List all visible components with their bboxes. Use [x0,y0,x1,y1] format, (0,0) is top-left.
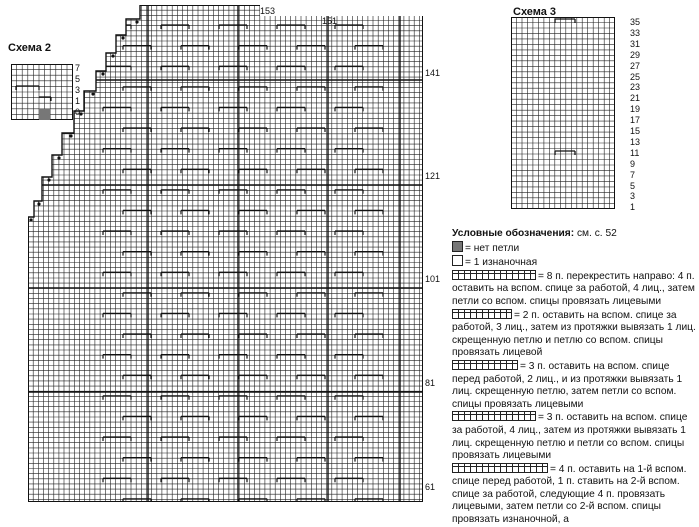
legend-item-text: = 8 п. перекрестить направо: 4 п. оставить на вспом. спице за работой, 4 лиц., затем петли со вспом. спицы провязать лицевыми [452,270,695,307]
scheme-3-row-29: 29 [630,49,641,60]
scheme-3-title: Схема 3 [513,6,557,18]
cable-4-symbol-icon [452,463,548,473]
legend-item-cable-2 [452,309,696,360]
legend-item-cable-8 [452,270,696,309]
scheme-2-chart [11,64,73,120]
scheme-3-row-17: 17 [630,115,641,126]
scheme-3-row-19: 19 [630,104,641,115]
legend-title: Условные обозначения: [452,228,575,239]
scheme-2-row-3: 3 [75,85,81,95]
scheme-1a-chart [28,5,423,502]
scheme-1a-row-151: 151 [322,16,338,26]
scheme-1a-row-61: 61 [425,482,436,492]
legend-item-text: = 3 п. оставить на вспом. спице за работой, 4 лиц., затем из протяжки вывязать 1 лиц. скрещенную петлю и петли со вспом. спицы провязать лицевыми [452,412,688,462]
scheme-1a-row-121: 121 [425,171,441,181]
scheme-2-title: Схема 2 [8,42,52,54]
legend-ref: см. с. 52 [574,228,617,239]
legend-item-text: = нет петли [465,242,520,254]
scheme-3-row-1: 1 [630,202,636,213]
legend-item-purl [452,255,696,270]
grid-lines [511,17,615,209]
scheme-3-row-7: 7 [630,169,636,180]
cable-crossings [103,25,383,502]
cable-2-symbol-icon [452,309,512,319]
scheme-3-row-33: 33 [630,27,641,38]
scheme-3-row-25: 25 [630,71,641,82]
legend-item-text: = 2 п. оставить на вспом. спице за работой, 3 лиц., затем из протяжки вывязать 1 лиц. скрещенную петлю и петлю со вспом. спицы провязать лицевой [452,309,696,359]
scheme-3-grid [511,17,615,209]
scheme-3-row-21: 21 [630,93,641,104]
scheme-3-row-3: 3 [630,191,636,202]
scheme-2-row-0: 0 [75,107,81,117]
legend-item-cable-3b [452,411,696,462]
purl-symbol-icon [452,255,463,266]
legend-item-text: = 1 изнаночная [465,257,538,269]
scheme-3-row-9: 9 [630,158,636,169]
scheme-3-row-31: 31 [630,38,641,49]
scheme-2-grid [11,64,73,120]
cable-3b-symbol-icon [452,411,536,421]
scheme-3-row-13: 13 [630,136,641,147]
scheme-3-row-23: 23 [630,82,641,93]
scheme-3-row-35: 35 [630,17,641,27]
legend [452,228,696,527]
scheme-1a-row-101: 101 [425,274,441,284]
scheme-3-row-11: 11 [630,147,640,158]
scheme-3-row-27: 27 [630,60,641,71]
legend-item-cable-4 [452,463,696,527]
no-loop-cell [39,109,50,120]
scheme-2-row-1: 1 [75,96,81,106]
no-loop-symbol-icon [452,241,463,252]
cable-3a-symbol-icon [452,360,518,370]
legend-item-text: = 3 п. оставить на вспом. спице перед работой, 2 лиц., и из протяжки вывязать 1 лиц. скрещенную петлю, затем петли со вспом. спицы провязать лицевыми [452,360,683,410]
legend-item-text: = 4 п. оставить на 1-й вспом. спице перед работой, 1 п. ставить на 2-й вспом. спице за работой, следующие 4 п. провязать лицевыми, затем петли со 2-й вспом. спицы провязать изнаночной, а [452,463,687,526]
legend-item-cable-3a [452,360,696,411]
scheme-3-chart [511,17,615,209]
legend-item-no-loop [452,241,696,256]
scheme-1a-row-81: 81 [425,378,436,388]
cable-marks [555,19,575,155]
scheme-2-row-5: 5 [75,74,81,84]
scheme-3-row-5: 5 [630,180,636,191]
scheme-2-row-7: 7 [75,63,81,73]
scheme-1a-row-141: 141 [425,68,441,78]
scheme-1a-grid [28,5,423,502]
scheme-1a-row-153: 153 [260,6,276,16]
scheme-3-row-15: 15 [630,126,641,136]
cable-8-symbol-icon [452,270,536,280]
